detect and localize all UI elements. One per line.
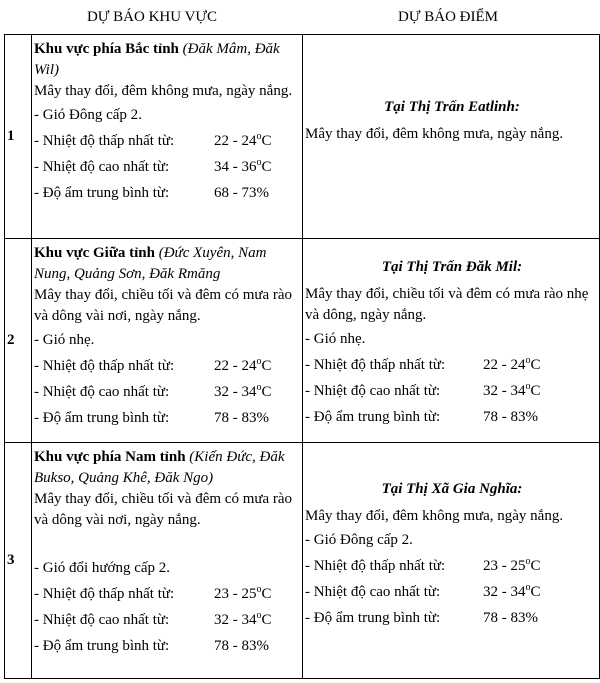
degree-sign: o [256,156,262,168]
celsius-unit: C [530,382,541,399]
area-places: (Đăk Mâm, Đăk Wil) [34,41,280,78]
area-title: Khu vực phía Nam tỉnh [34,449,186,465]
point-description: Mây thay đổi, chiều tối và đêm có mưa rào nhẹ và dông, ngày nắng. [305,286,589,323]
max-temp-value: 34 - 36 [214,158,257,175]
min-temp-value: 23 - 25 [214,585,257,602]
point-title: Tại Thị Xã Gia Nghĩa: [381,481,523,497]
row-number: 3 [5,443,32,679]
point-cell [303,239,600,443]
point-cell [303,35,600,239]
degree-sign: o [256,609,262,621]
point-humidity-label: - Độ ẩm trung bình từ: [305,408,441,425]
point-min-temp-value: 22 - 24 [483,356,526,373]
humidity-label: - Độ ẩm trung bình từ: [34,184,170,201]
point-max-temp-value: 32 - 34 [483,382,526,399]
min-temp-label: - Nhiệt độ thấp nhất từ: [34,585,175,602]
point-wind-text: - Gió nhẹ. [305,330,366,347]
max-temp-value: 32 - 34 [214,611,257,628]
celsius-unit: C [261,585,272,602]
area-places: (Đức Xuyên, Nam Nung, Quảng Sơn, Đăk Rmăng [34,245,267,282]
point-title: Tại Thị Trấn Eatlinh: [384,99,520,115]
degree-sign: o [525,354,531,366]
humidity-label: - Độ ẩm trung bình từ: [34,409,170,426]
area-title: Khu vực phía Bắc tỉnh [34,41,179,57]
area-places: (Kiến Đức, Đăk Bukso, Quảng Khê, Đăk Ngo) [34,449,285,486]
point-max-temp-value: 32 - 34 [483,583,526,600]
degree-sign: o [256,355,262,367]
area-description: Mây thay đổi, chiều tối và đêm có mưa rào và dông vài nơi, ngày nắng. [34,491,293,528]
min-temp-value: 22 - 24 [214,132,257,149]
max-temp-label: - Nhiệt độ cao nhất từ: [34,158,170,175]
max-temp-label: - Nhiệt độ cao nhất từ: [34,383,170,400]
point-title: Tại Thị Trấn Đăk Mil: [381,259,523,275]
degree-sign: o [256,381,262,393]
point-max-temp-label: - Nhiệt độ cao nhất từ: [305,583,441,600]
celsius-unit: C [261,383,272,400]
wind-text: - Gió nhẹ. [34,331,95,348]
degree-sign: o [525,380,531,392]
table-row [5,443,600,679]
point-description: Mây thay đổi, đêm không mưa, ngày nắng. [305,126,564,142]
point-humidity-value: 78 - 83% [483,609,538,626]
header-area-forecast: DỰ BÁO KHU VỰC [86,8,218,25]
area-title: Khu vực Giữa tỉnh [34,245,155,261]
min-temp-label: - Nhiệt độ thấp nhất từ: [34,357,175,374]
table-row [5,35,600,239]
humidity-value: 78 - 83% [214,409,269,426]
celsius-unit: C [261,357,272,374]
humidity-label: - Độ ẩm trung bình từ: [34,637,170,654]
celsius-unit: C [530,583,541,600]
point-humidity-value: 78 - 83% [483,408,538,425]
celsius-unit: C [261,132,272,149]
area-cell [32,35,303,239]
row-number: 1 [5,35,32,239]
celsius-unit: C [261,611,272,628]
area-cell [32,239,303,443]
row-number: 2 [5,239,32,443]
point-wind-text: - Gió Đông cấp 2. [305,531,413,548]
celsius-unit: C [530,356,541,373]
area-description: Mây thay đổi, đêm không mưa, ngày nắng. [34,83,293,99]
min-temp-label: - Nhiệt độ thấp nhất từ: [34,132,175,149]
wind-text: - Gió Đông cấp 2. [34,106,142,123]
min-temp-value: 22 - 24 [214,357,257,374]
degree-sign: o [256,583,262,595]
humidity-value: 78 - 83% [214,637,269,654]
point-min-temp-label: - Nhiệt độ thấp nhất từ: [305,557,446,574]
point-description: Mây thay đổi, đêm không mưa, ngày nắng. [305,508,564,524]
point-max-temp-label: - Nhiệt độ cao nhất từ: [305,382,441,399]
degree-sign: o [525,555,531,567]
max-temp-value: 32 - 34 [214,383,257,400]
header-point-forecast: DỰ BÁO ĐIỂM [398,8,498,25]
celsius-unit: C [530,557,541,574]
area-cell [32,443,303,679]
table-row [5,239,600,443]
max-temp-label: - Nhiệt độ cao nhất từ: [34,611,170,628]
humidity-value: 68 - 73% [214,184,269,201]
point-min-temp-label: - Nhiệt độ thấp nhất từ: [305,356,446,373]
celsius-unit: C [261,158,272,175]
forecast-table [4,34,600,679]
point-cell [303,443,600,679]
degree-sign: o [525,581,531,593]
area-description: Mây thay đổi, chiều tối và đêm có mưa rào và dông vài nơi, ngày nắng. [34,287,293,324]
point-humidity-label: - Độ ẩm trung bình từ: [305,609,441,626]
degree-sign: o [256,130,262,142]
wind-text: - Gió đổi hướng cấp 2. [34,559,171,576]
point-min-temp-value: 23 - 25 [483,557,526,574]
